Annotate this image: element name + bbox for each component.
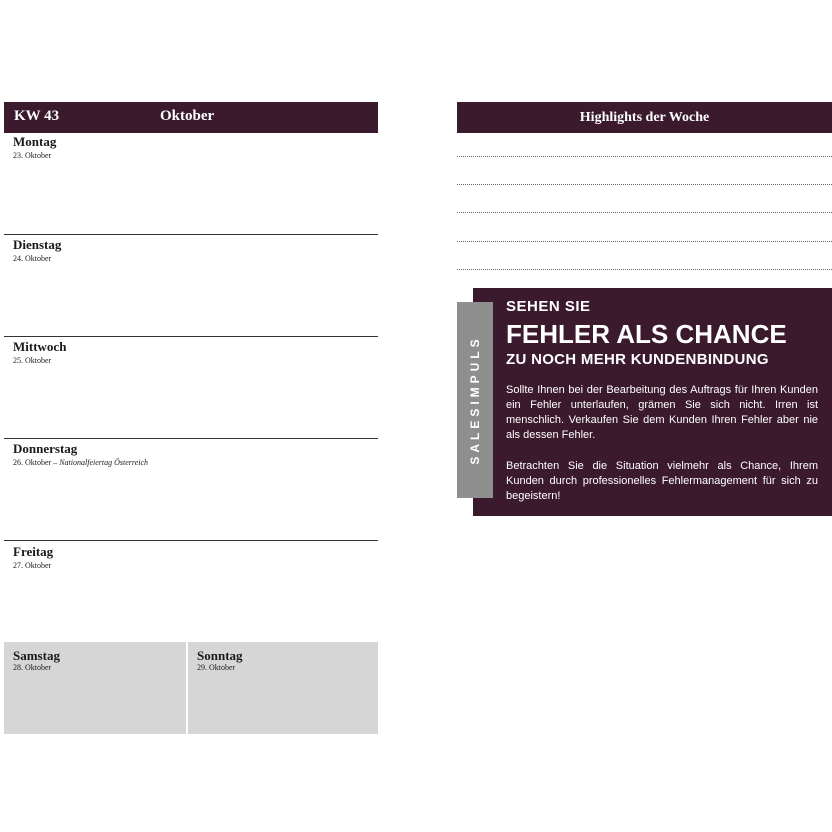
day-date-text: 26. Oktober – bbox=[13, 458, 58, 467]
impuls-paragraph-2: Betrachten Sie die Situation vielmehr als Chance, Ihrem Kunden durch professionelles Fehlermanagement für sich zu begeistern! bbox=[506, 460, 818, 502]
day-divider bbox=[4, 336, 378, 337]
day-wednesday[interactable] bbox=[4, 338, 378, 439]
week-header bbox=[4, 102, 378, 133]
impuls-kicker: SEHEN SIE bbox=[506, 298, 591, 315]
highlights-header: Highlights der Woche bbox=[457, 102, 832, 133]
impuls-headline: FEHLER ALS CHANCE bbox=[506, 319, 787, 349]
day-date: 24. Oktober bbox=[13, 254, 52, 263]
day-friday[interactable] bbox=[4, 543, 378, 642]
day-date: 27. Oktober bbox=[13, 561, 52, 570]
day-monday[interactable] bbox=[4, 133, 378, 235]
salesimpuls-tab-label: SALESIMPULS bbox=[468, 335, 482, 465]
day-tuesday[interactable] bbox=[4, 236, 378, 337]
day-name: Sonntag bbox=[197, 648, 243, 663]
day-date bbox=[13, 458, 148, 467]
highlight-line[interactable] bbox=[457, 184, 832, 185]
day-divider bbox=[4, 438, 378, 439]
day-thursday[interactable] bbox=[4, 440, 378, 541]
salesimpuls-box bbox=[473, 288, 832, 516]
day-name: Donnerstag bbox=[13, 441, 78, 456]
day-name: Dienstag bbox=[13, 237, 62, 252]
day-name: Samstag bbox=[13, 648, 60, 663]
day-date: 29. Oktober bbox=[197, 663, 236, 672]
holiday-note: Nationalfeiertag Österreich bbox=[59, 458, 149, 467]
calendar-week-label: KW 43 bbox=[14, 108, 60, 124]
highlight-line[interactable] bbox=[457, 241, 832, 242]
month-label: Oktober bbox=[160, 108, 215, 124]
day-name: Montag bbox=[13, 134, 57, 149]
highlight-line[interactable] bbox=[457, 212, 832, 213]
day-name: Freitag bbox=[13, 544, 54, 559]
day-sunday[interactable] bbox=[188, 642, 378, 734]
impuls-paragraph-1: Sollte Ihnen bei der Bearbeitung des Auftrags für Ihren Kunden ein Fehler unterlaufen, grämen Sie sich nicht. Irren ist menschlich. Verkaufen Sie dem Kunden Ihren Fehler aber nie als dessen Fehler. bbox=[506, 384, 818, 441]
day-date: 28. Oktober bbox=[13, 663, 52, 672]
impuls-subline: ZU NOCH MEHR KUNDENBINDUNG bbox=[506, 351, 769, 368]
salesimpuls-tab bbox=[457, 302, 493, 498]
day-saturday[interactable] bbox=[4, 642, 186, 734]
day-divider bbox=[4, 540, 378, 541]
day-name: Mittwoch bbox=[13, 339, 67, 354]
highlight-line[interactable] bbox=[457, 269, 832, 270]
highlight-line[interactable] bbox=[457, 156, 832, 157]
day-divider bbox=[4, 234, 378, 235]
day-date: 23. Oktober bbox=[13, 151, 52, 160]
day-date: 25. Oktober bbox=[13, 356, 52, 365]
